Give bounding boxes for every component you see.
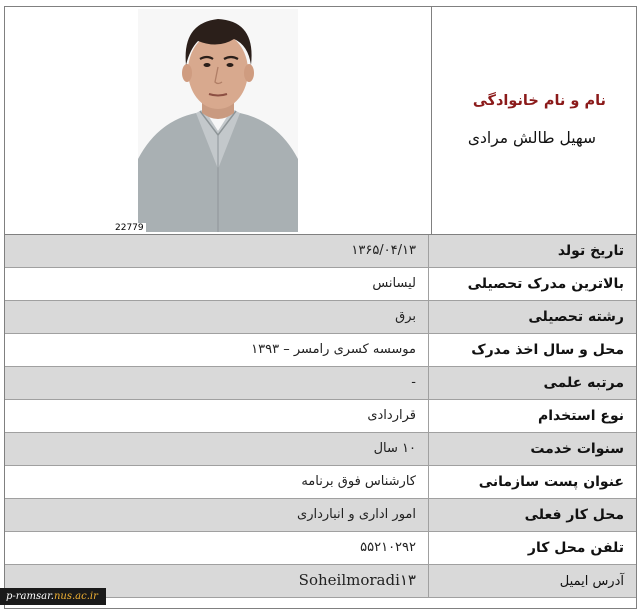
field-value: لیسانس bbox=[372, 276, 416, 291]
field-label: عنوان پست سازمانی bbox=[428, 466, 636, 498]
field-value: ۱۳۶۵/۰۴/۱۳ bbox=[351, 243, 416, 258]
site-watermark-link[interactable] bbox=[0, 588, 106, 605]
row-workplace bbox=[5, 499, 636, 532]
field-label: نوع استخدام bbox=[428, 400, 636, 432]
site-domain-prefix: p-ramsar. bbox=[6, 591, 54, 602]
name-cell bbox=[431, 7, 636, 234]
photo-id-number: 22779 bbox=[115, 223, 144, 233]
field-value: قراردادی bbox=[367, 408, 416, 423]
row-job-title bbox=[5, 466, 636, 499]
field-value: موسسه کسری رامسر – ۱۳۹۳ bbox=[251, 342, 416, 357]
row-degree bbox=[5, 268, 636, 301]
profile-photo bbox=[138, 9, 298, 232]
name-value: سهیل طالش مرادی bbox=[467, 129, 596, 147]
row-birth-date bbox=[5, 235, 636, 268]
field-label: مرتبه علمی bbox=[428, 367, 636, 399]
row-field-of-study bbox=[5, 301, 636, 334]
profile-sheet bbox=[4, 6, 637, 609]
field-value: ۱۰ سال bbox=[373, 441, 416, 456]
field-value: کارشناس فوق برنامه bbox=[301, 474, 416, 489]
row-degree-place-year bbox=[5, 334, 636, 367]
field-label: آدرس ایمیل bbox=[428, 565, 636, 597]
profile-header bbox=[5, 7, 636, 235]
field-value: - bbox=[411, 375, 416, 390]
site-domain-suffix: nus.ac.ir bbox=[53, 591, 98, 602]
field-label: محل کار فعلی bbox=[428, 499, 636, 531]
field-value: ۵۵۲۱۰۲۹۲ bbox=[360, 540, 416, 555]
name-label: نام و نام خانوادگی bbox=[472, 93, 606, 109]
field-value: امور اداری و انبارداری bbox=[297, 507, 416, 522]
info-table bbox=[5, 235, 636, 598]
row-employment-type bbox=[5, 400, 636, 433]
person-photo-image bbox=[138, 9, 298, 232]
row-years-of-service bbox=[5, 433, 636, 466]
row-academic-rank bbox=[5, 367, 636, 400]
field-label: تاریخ تولد bbox=[428, 235, 636, 267]
field-value: برق bbox=[395, 309, 416, 324]
email-value[interactable]: Soheilmoradi۱۳ bbox=[298, 571, 416, 589]
field-label: محل و سال اخذ مدرک bbox=[428, 334, 636, 366]
field-label: سنوات خدمت bbox=[428, 433, 636, 465]
field-label: بالاترین مدرک تحصیلی bbox=[428, 268, 636, 300]
row-work-phone bbox=[5, 532, 636, 565]
field-label: رشته تحصیلی bbox=[428, 301, 636, 333]
field-label: تلفن محل کار bbox=[428, 532, 636, 564]
